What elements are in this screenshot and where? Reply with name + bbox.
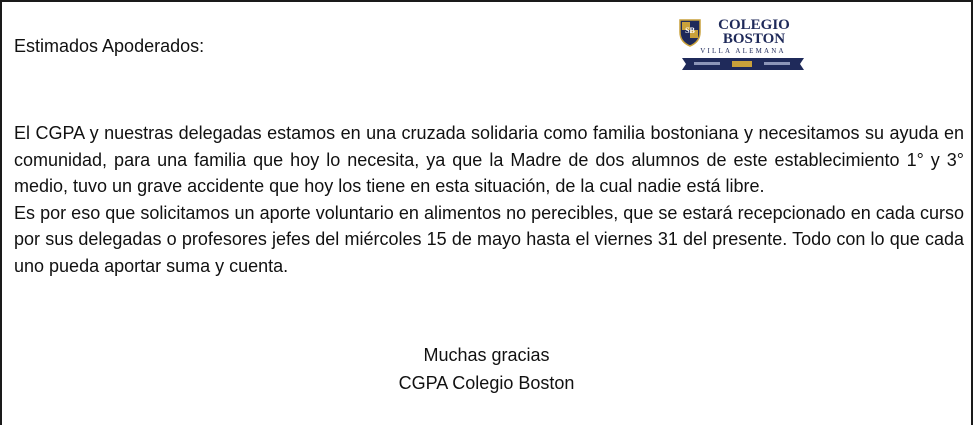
closing-block	[0, 341, 973, 397]
logo-line-3: VILLA ALEMANA	[700, 47, 786, 55]
shield-icon	[680, 20, 700, 46]
greeting: Estimados Apoderados:	[14, 36, 205, 56]
closing-signature: CGPA Colegio Boston	[398, 373, 575, 393]
body-paragraph-2: Es por eso que solicitamos un aporte voluntario en alimentos no perecibles, que se estará recepcionado en cada curso por sus delegadas o profesores jefes del miércoles 15 de mayo hasta el viernes 31 del presente. Todo con lo que cada uno pueda aportar suma y cuenta.	[14, 202, 964, 276]
closing-thanks: Muchas gracias	[423, 345, 550, 365]
letter-body	[14, 120, 964, 279]
logo-line-1: COLEGIO	[718, 17, 790, 33]
logo-line-2: BOSTON	[722, 31, 786, 47]
svg-text:SB: SB	[685, 26, 695, 35]
ribbon-banner	[682, 58, 804, 70]
body-paragraph-1: El CGPA y nuestras delegadas estamos en una cruzada solidaria como familia bostoniana y necesitamos su ayuda en comunidad, para una familia que hoy lo necesita, ya que la Madre de dos alumnos de este establecimiento 1° y 3° medio, tuvo un grave accidente que hoy los tiene en esta situación, de la cual nadie está libre.	[14, 123, 964, 196]
school-logo	[676, 16, 810, 76]
